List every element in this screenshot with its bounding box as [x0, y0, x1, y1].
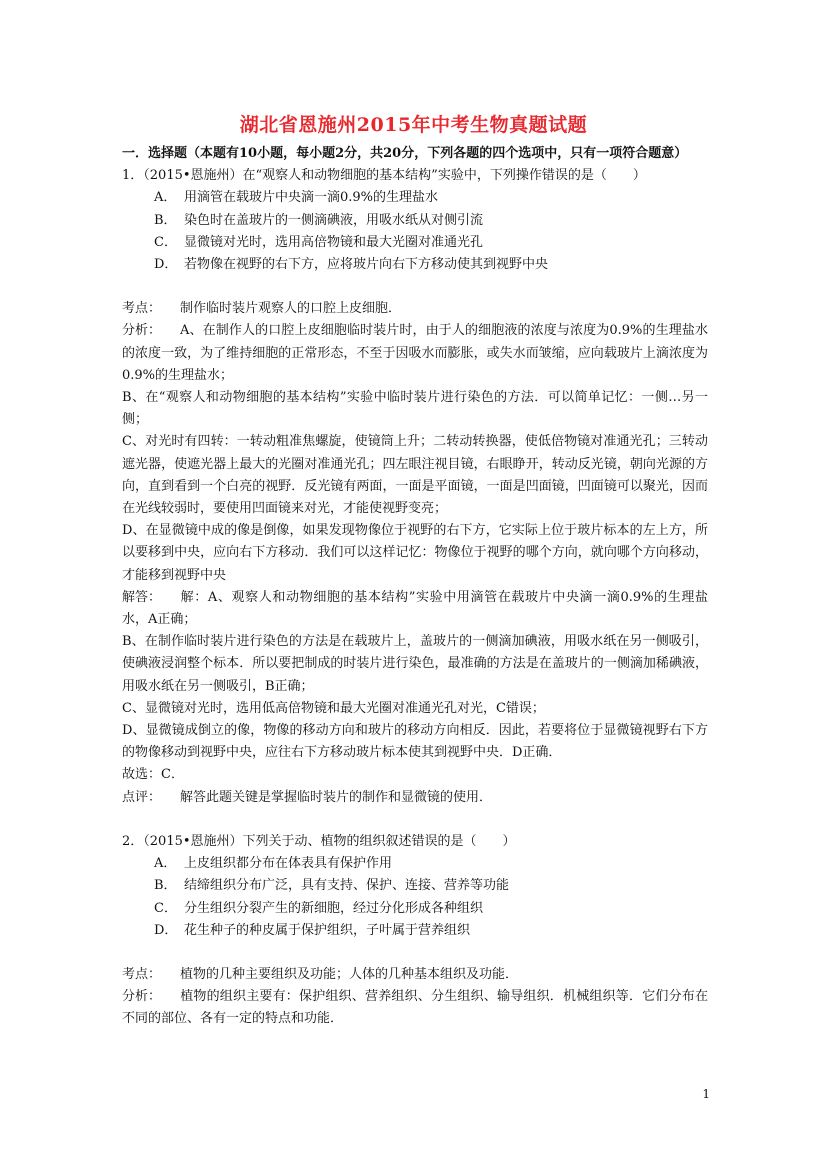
option-text: 若物像在视野的右下方，应将玻片向右下方移动使其到视野中央 [184, 257, 549, 273]
question-1-option-c [122, 232, 708, 254]
question-1-kaodian [122, 298, 708, 320]
fenxi-text: 植物的组织主要有：保护组织、营养组织、分生组织、输导组织．机械组织等．它们分布在不同的部位、各有一定的特点和功能． [122, 989, 708, 1027]
option-letter: A． [154, 856, 177, 872]
question-1-stem: 1．（2015•恩施州）在“观察人和动物细胞的基本结构”实验中，下列操作错误的是（ ） [122, 168, 646, 184]
option-letter: C． [154, 900, 177, 916]
kaodian-label: 考点： [122, 966, 162, 982]
option-text: 花生种子的种皮属于保护组织，子叶属于营养组织 [184, 922, 471, 938]
question-1-fenxi-d: D、在显微镜中成的像是倒像，如果发现物像位于视野的右下方，它实际上位于玻片标本的左上方，所以要移到中央，应向右下方移动．我们可以这样记忆：物像位于视野的哪个方向，就向哪个方向移动，才能移到视野中央 [122, 523, 708, 583]
page-title: 湖北省恩施州2015年中考生物真题试题 [239, 114, 588, 136]
option-text: 上皮组织都分布在体表具有保护作用 [184, 856, 393, 872]
question-2-option-a [122, 853, 708, 875]
question-1-jieda [122, 587, 708, 631]
question-1-option-b [122, 210, 708, 232]
fenxi-label: 分析： [122, 323, 162, 339]
question-1-option-a [122, 187, 708, 209]
jieda-label: 解答： [122, 589, 162, 605]
question-1-fenxi [122, 320, 708, 387]
dianping-label: 点评： [122, 789, 162, 805]
question-2-option-d [122, 920, 708, 942]
question-1-dianping [122, 787, 708, 809]
question-2-option-c [122, 898, 708, 920]
option-text: 显微镜对光时，选用高倍物镜和最大光圈对准通光孔 [184, 234, 484, 250]
option-text: 分生组织分裂产生的新细胞，经过分化形成各种组织 [184, 900, 484, 916]
option-letter: D． [154, 922, 178, 938]
question-2-option-b [122, 875, 708, 897]
question-1-option-d [122, 254, 708, 276]
question-1-fenxi-c: C、对光时有四转：一转动粗准焦螺旋，使镜筒上升；二转动转换器，使低倍物镜对准通光孔；三转动遮光器，使遮光器上最大的光圈对准通光孔；四左眼注视目镜，右眼睁开，转动反光镜，朝向光源的方向，直到看到一个白亮的视野．反光镜有两面，一面是平面镜，一面是凹面镜，凹面镜可以聚光，因而在光线较弱时，要使用凹面镜来对光，才能使视野变亮； [122, 434, 708, 517]
fenxi-text: A、在制作人的口腔上皮细胞临时装片时，由于人的细胞液的浓度与浓度为0.9%的生理盐水的浓度一致，为了维持细胞的正常形态，不至于因吸水而膨胀，或失水而皱缩，应向载玻片上滴浓度为0.9%的生理盐水； [122, 323, 708, 383]
document-body [122, 143, 708, 1031]
question-1-answer: 故选：C． [122, 767, 184, 783]
fenxi-label: 分析： [122, 989, 162, 1005]
page-number: 1 [702, 1087, 710, 1101]
jieda-text: 解：A、观察人和动物细胞的基本结构”实验中用滴管在载玻片中央滴一滴0.9%的生理盐水，A正确； [122, 589, 708, 628]
question-1-jieda-b: B、在制作临时装片进行染色的方法是在载玻片上，盖玻片的一侧滴加碘液，用吸水纸在另一侧吸引，使碘液浸润整个标本．所以要把制成的时装片进行染色，最准确的方法是在盖玻片的一侧滴加稀碘液，用吸水纸在另一侧吸引，B正确； [122, 634, 708, 694]
option-letter: B． [154, 878, 177, 894]
option-letter: C． [154, 234, 177, 250]
kaodian-text: 制作临时装片观察人的口腔上皮细胞． [180, 301, 402, 317]
section-heading: 一．选择题（本题有10小题，每小题2分，共20分，下列各题的四个选项中，只有一项符合题意） [122, 146, 688, 161]
question-1-jieda-c: C、显微镜对光时，选用低高倍物镜和最大光圈对准通光孔对光，C错误； [122, 700, 545, 716]
option-letter: A． [154, 190, 177, 206]
kaodian-label: 考点： [122, 301, 162, 317]
option-text: 用滴管在载玻片中央滴一滴0.9%的生理盐水 [184, 190, 439, 206]
option-letter: B． [154, 212, 177, 228]
question-1-jieda-d: D、显微镜成倒立的像，物像的移动方向和玻片的移动方向相反．因此，若要将位于显微镜视野右下方的物像移动到视野中央，应往右下方移动玻片标本使其到视野中央．D正确． [122, 723, 708, 761]
question-2-kaodian [122, 964, 708, 986]
question-2-stem: 2．（2015•恩施州）下列关于动、植物的组织叙述错误的是（ ） [122, 833, 516, 849]
question-1-fenxi-b: B、在“观察人和动物细胞的基本结构”实验中临时装片进行染色的方法．可以简单记忆：一侧…另一侧； [122, 390, 708, 428]
option-text: 结缔组织分布广泛，具有支持、保护、连接、营养等功能 [184, 878, 510, 894]
question-2-fenxi [122, 986, 708, 1030]
kaodian-text: 植物的几种主要组织及功能；人体的几种基本组织及功能． [180, 966, 519, 982]
option-text: 染色时在盖玻片的一侧滴碘液，用吸水纸从对侧引流 [184, 212, 484, 228]
option-letter: D． [154, 257, 178, 273]
dianping-text: 解答此题关键是掌握临时装片的制作和显微镜的使用． [180, 789, 493, 805]
